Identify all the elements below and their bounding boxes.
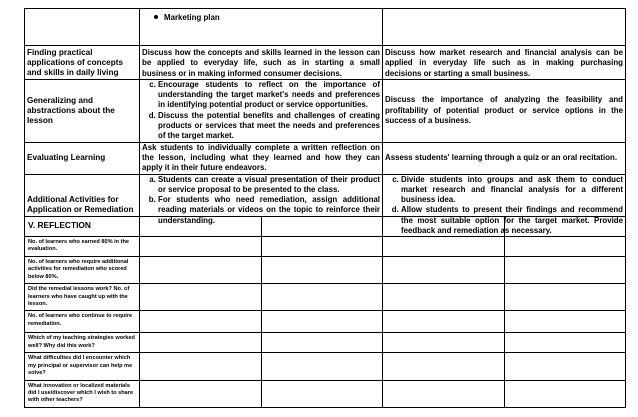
row-label: Generalizing and abstractions about the lesson bbox=[27, 95, 115, 125]
procedures-table bbox=[24, 8, 626, 237]
reflection-row bbox=[25, 257, 626, 284]
row-label: Additional Activities for Application or Remediation bbox=[27, 195, 134, 215]
reflection-row bbox=[25, 353, 626, 380]
reflection-question: What innovation or localized materials did I use/discover which I wish to share with other teachers? bbox=[28, 382, 134, 404]
list-item: a. Students can create a visual presentation of their product or service proposal to be presented to the class. bbox=[158, 175, 380, 196]
reflection-question: No. of learners who continue to require remediation. bbox=[28, 313, 133, 327]
reflection-heading: V. REFLECTION bbox=[28, 220, 91, 230]
row-text: Ask students to individually complete a written reflection on the lesson, including what they learned and how they can apply it in their future endeavors. bbox=[142, 142, 380, 173]
reflection-row bbox=[25, 284, 626, 311]
reflection-row bbox=[25, 380, 626, 407]
marketing-plan-row bbox=[25, 9, 626, 46]
reflection-heading-row bbox=[25, 217, 626, 237]
row-label: Finding practical applications of concepts and skills in daily living bbox=[27, 48, 123, 77]
reflection-row bbox=[25, 237, 626, 257]
procedure-row-finding-applications bbox=[25, 46, 626, 80]
list-item: b. For students who need remediation, assign additional reading materials or videos on the topic to reinforce their understanding. bbox=[158, 195, 380, 226]
lesson-plan-page bbox=[24, 8, 625, 408]
row-text: Discuss the importance of analyzing the feasibility and profitability of potential product or service options in the success of a business. bbox=[385, 95, 623, 125]
marketing-plan-text: Marketing plan bbox=[164, 13, 220, 22]
reflection-table bbox=[24, 216, 626, 408]
reflection-question: No. of learners who earned 80% in the evaluation. bbox=[28, 239, 130, 253]
row-text: Discuss how market research and financial analysis can be applied in everyday life such as in making purchasing decisions or starting a small business. bbox=[385, 48, 623, 78]
procedure-row-generalizing bbox=[25, 79, 626, 142]
generalizing-list bbox=[142, 80, 380, 142]
reflection-question: No. of learners who require additional activities for remediation who scored below 80%. bbox=[28, 259, 129, 280]
row-label: Evaluating Learning bbox=[27, 153, 106, 163]
bullet-icon bbox=[154, 15, 158, 19]
list-item: c. Encourage students to reflect on the importance of understanding the target market's needs and preferences in identifying potential product or service opportunities. bbox=[158, 80, 380, 111]
list-item: d. Discuss the potential benefits and challenges of creating products or services that meet the needs and preferences of the target market. bbox=[158, 111, 380, 142]
procedure-row-evaluating bbox=[25, 142, 626, 174]
row-text: Discuss how the concepts and skills learned in the lesson can be applied to everyday life, such as in starting a small business or in making informed consumer decisions. bbox=[142, 48, 380, 78]
reflection-question: Which of my teaching strategies worked well? Why did this work? bbox=[28, 335, 135, 349]
row-text: Assess students' learning through a quiz or an oral recitation. bbox=[385, 152, 618, 162]
reflection-row bbox=[25, 311, 626, 333]
list-item: d. Allow students to present their findings and recommend the most suitable option for the target market. Provide feedback and remediation as necessary. bbox=[401, 205, 623, 236]
reflection-question: Did the remedial lessons work? No. of learners who have caught up with the lesson. bbox=[28, 286, 130, 308]
reflection-row bbox=[25, 333, 626, 353]
reflection-question: What difficulties did I encounter which my principal or supervisor can help me solve? bbox=[28, 355, 133, 377]
list-item: c. Divide students into groups and ask them to conduct market research and financial analysis for a different business idea. bbox=[401, 175, 623, 206]
